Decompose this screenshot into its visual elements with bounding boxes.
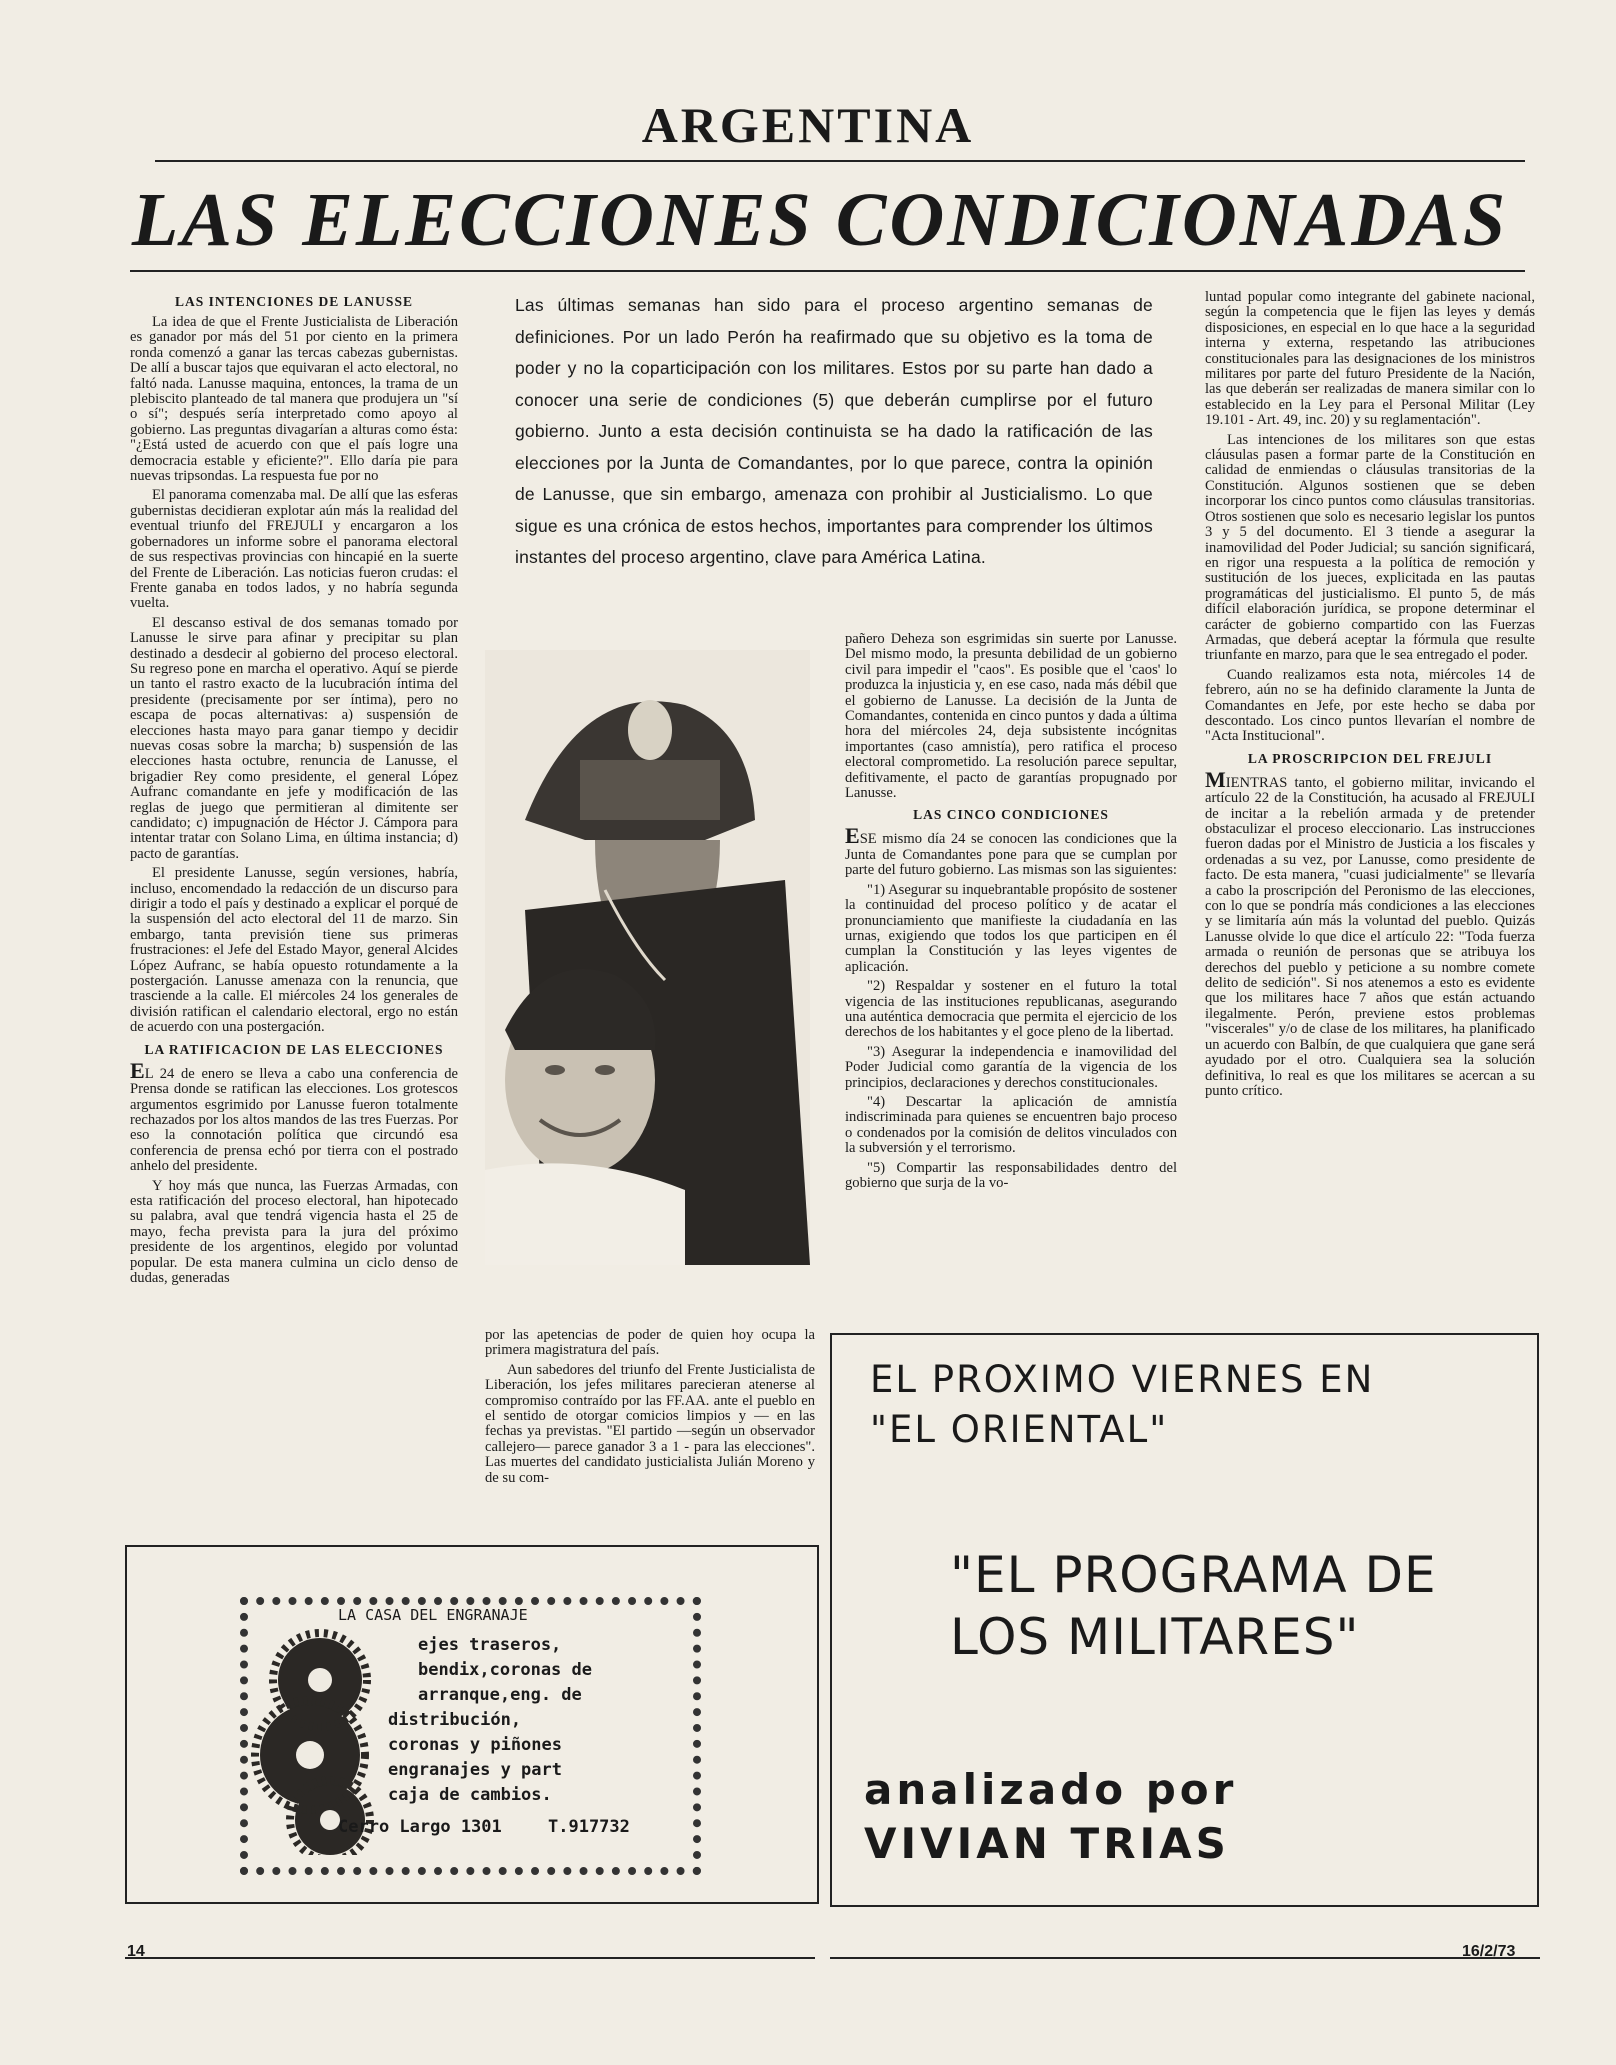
headline-rule — [130, 270, 1525, 272]
promo-line-3: "EL PROGRAMA DE — [950, 1546, 1437, 1604]
paragraph-text: L 24 de enero se lleva a cabo una conferencia de Prensa donde se ratifican las elecciones. Los grotescos argumentos esgrimido por Lanusse fueron totalmente rechazados por los altos mandos de las tres Fuerzas. Por eso la connotación política que circundó esa conferencia de prensa echó por tierra con el postrado anhelo del presidente. — [130, 1065, 458, 1175]
drop-cap: E — [845, 823, 860, 849]
promo-line-4: LOS MILITARES" — [950, 1608, 1360, 1666]
paragraph: Aun sabedores del triunfo del Frente Justicialista de Liberación, los jefes militares parecieran atenerse al compromiso contraído por las FF.AA. ante el pueblo en el sentido de otorgar comicios limpios y — en las fechas ya previstas. "El partido —según un observador callejero— parece ganador 3 a 1 - para las elecciones". Las muertes del candidato justicialista Julián Moreno y de su com- — [485, 1361, 815, 1486]
paragraph-text: IENTRAS tanto, el gobierno militar, invicando el artículo 22 de la Constitución, ha acusado al FREJULI de incitar a la rebelión armada y de pretender obstaculizar el proceso eleccionario. Las instrucciones fueron dadas por el Ministro de Justicia a los fiscales y ordenadas a su vez, por Lanusse, como presidente de facto. De esta manera, "cuasi judicialmente" se llevaría a cabo la proscripción del Peronismo de las elecciones, con lo que se pondría más condiciones a las elecciones y se limitaría aún más la voluntad del pueblo. Quizás Lanusse olvide lo que dice el artículo 22: "Toda fuerza armada o reunión de personas que se atribuya los derechos del pueblo y peticione a su nombre comete delito de sedición". Si nos atenemos a esto es evidente que los militares hace 7 años que están actuando ilegalmente. Perón, previene estos problemas "viscerales" y/o de clase de los militares, ha planificado un acuerdo con Balbín, de que cualquiera que gane será ayudado por el otro. Cualquiera sea la solución definitiva, lo real es que los militares se acercan a su punto crítico. — [1205, 774, 1535, 1099]
condition-item: "2) Respaldar y sostener en el futuro la total vigencia de las instituciones republicanas, asegurando una auténtica democracia que permita el ejercicio de los derechos de los habitantes y el goce pleno de la libertad. — [845, 978, 1177, 1041]
promo-author: VIVIAN TRIAS — [864, 1819, 1230, 1868]
paragraph: Y hoy más que nunca, las Fuerzas Armadas, con esta ratificación del proceso electoral, han hipotecado su palabra, aval que tendrá vigencia hasta el 25 de mayo, fecha prevista para la jura del próximo presidente de los argentinos, elegido por voluntad popular. De esta manera culmina un ciclo denso de dudas, generadas — [130, 1177, 458, 1286]
drop-cap: E — [130, 1057, 145, 1083]
condition-item: "3) Asegurar la independencia e inamovilidad del Poder Judicial como garantía de la vigencia de los principios, declaraciones y derechos constitucionales. — [845, 1043, 1177, 1091]
condition-item: "1) Asegurar su inquebrantable propósito de sostener la continuidad del proceso político y de acatar el pronunciamiento que manifieste la ciudadanía en las urnas, exigiendo que todos los que participen en él cumplan la Constitución y las leyes vigentes de aplicación. — [845, 881, 1177, 975]
paragraph-text: SE mismo día 24 se conocen las condiciones que la Junta de Comandantes pone para que se cumplan por parte del futuro gobierno. Las mismas son las siguientes: — [845, 831, 1177, 879]
ad-line: arranque,eng. de — [418, 1685, 582, 1705]
paragraph: El panorama comenzaba mal. De allí que las esferas gubernistas decidieran explotar aún más la realidad del eventual triunfo del FREJULI y encargaron a los gobernadores un informe sobre el panorama electoral de sus respectivas provincias con hincapié en la suerte del Frente de Liberación. Las noticias fueron crudas: el Frente ganaba en todos lados, y no habría segunda vuelta. — [130, 487, 458, 612]
photo-peron-lanusse — [485, 650, 810, 1265]
ad-inner-frame — [240, 1597, 701, 1875]
ad-phone: T.917732 — [548, 1817, 630, 1837]
ad-line: engranajes y part — [388, 1760, 562, 1780]
lead-paragraph: Las últimas semanas han sido para el proceso argentino semanas de definiciones. Por un lado Perón ha reafirmado que su objetivo es la toma de poder y no la coparticipación con los militares. Estos por su parte han dado a conocer una serie de condiciones (5) que deberán cumplirse por el futuro gobierno. Junto a esta decisión continuista se ha dado la ratificación de las elecciones por la Junta de Comandantes, por lo que parece, contra la opinión de Lanusse, que sin embargo, amenaza con prohibir al Justicialismo. Lo que sigue es una crónica de estos hechos, importantes para comprender los últimos instantes del proceso argentino, clave para América Latina. — [515, 295, 1153, 567]
ad-line: distribución, — [388, 1710, 522, 1730]
ad-line: caja de cambios. — [388, 1785, 552, 1805]
subhead-intenciones: LAS INTENCIONES DE LANUSSE — [175, 294, 413, 309]
paragraph: Cuando realizamos esta nota, miércoles 14 de febrero, aún no se ha definido claramente la Junta de Comandantes en Jefe, por este hecho se daba por descontado. Los cinco puntos llevarían el nombre de "Acta Institucional". — [1205, 666, 1535, 745]
ad-line: bendix,coronas de — [418, 1660, 592, 1680]
ad-title: LA CASA DEL ENGRANAJE — [338, 1606, 528, 1624]
page-number: 14 — [127, 1943, 145, 1960]
column-1 — [130, 288, 458, 1290]
column-3 — [845, 632, 1177, 1195]
subhead-ratificacion: LA RATIFICACION DE LAS ELECCIONES — [144, 1041, 444, 1057]
top-rule — [155, 160, 1525, 162]
promo-line-2: "EL ORIENTAL" — [870, 1408, 1169, 1451]
promo-box — [830, 1333, 1539, 1907]
issue-date: 16/2/73 — [1462, 1943, 1516, 1960]
promo-line-1: EL PROXIMO VIERNES EN — [870, 1358, 1375, 1401]
paragraph — [1205, 766, 1535, 1100]
paragraph: pañero Deheza son esgrimidas sin suerte por Lanusse. Del mismo modo, la presunta debilidad de un gobierno civil para impedir el "caos". Es posible que el 'caos' lo produzca la injusticia y, en ese caso, nada más débil que el gobierno de Lanusse. La decisión de la Junta de Comandantes, contenida en cinco puntos y dada a última hora del miércoles 24, deja subsistente incógnitas importantes (caso amnistía), pero ratifica el proceso electoral comprometido. La resolución parece sepultar, defitivamente, el pacto de garantías propugnado por Lanusse. — [845, 631, 1177, 802]
condition-item: "4) Descartar la aplicación de amnistía indiscriminada para quienes se encuentren bajo proceso o condenados por la comisión de delitos vinculados con la subversión y el terrorismo. — [845, 1093, 1177, 1157]
section-title: ARGENTINA — [641, 97, 975, 153]
promo-line-5: analizado por — [864, 1765, 1238, 1814]
subhead-proscripcion: LA PROSCRIPCION DEL FREJULI — [1247, 750, 1493, 766]
ad-box — [125, 1545, 819, 1904]
photo-image — [485, 650, 810, 1265]
footer-rule-right — [830, 1957, 1540, 1959]
column-2-continuation — [485, 1328, 815, 1490]
paragraph — [845, 823, 1177, 879]
subhead-cinco-condiciones: LAS CINCO CONDICIONES — [913, 807, 1109, 823]
paragraph: El descanso estival de dos semanas tomado por Lanusse le sirve para afinar y precipitar su plan destinado a desdecir al gobierno del proceso electoral. Su regreso pone en marcha el operativo. Aquí se pierde un tanto el rastro exacto de la lucubración íntima del presidente (precisamente por ser íntima), pero no escapa de pocas alternativas: a) suspensión de elecciones hasta mayo para ganar tiempo y decidir nuevas cosas sobre la marcha; b) suspensión de las elecciones hasta octubre, renuncia de Lanusse, el brigadier Rey como presidente, el general López Aufranc comandante en jefe y modificación de las reglas de juego que permitieran al dimitente ser candidato; c) impugnación de Héctor J. Cámpora para intentar tratar con Solano Lima, en última instancia; d) pacto de garantías. — [130, 614, 458, 862]
paragraph: Las intenciones de los militares son que estas cláusulas pasen a formar parte de la Constitución en calidad de enmiendas o cláusulas transitorias de la Constitución. Algunos sostienen que se deben incorporar los cinco puntos como cláusulas transitorias. Otros sostienen que solo es necesario legislar los puntos 3 y 5 del documento. El 3 tiende a asegurar la inamovilidad del Poder Judicial; su sanción significará, en rigor una respuesta a la política de remoción y sustitución de los jueces, explicitada en las pautas programáticas del justicialismo. El punto 5, de más difícil elaboración jurídica, se propone determinar el carácter de gobierno compartido con las Fuerzas Armadas, que deberá aceptar la fórmula que resulte triunfante en marzo, para que le sea entregado el poder. — [1205, 431, 1535, 664]
condition-item: "5) Compartir las responsabilidades dentro del gobierno que surja de la vo- — [845, 1159, 1177, 1191]
footer-rule-left — [125, 1957, 815, 1959]
column-4 — [1205, 290, 1535, 1103]
ad-line: coronas y piñones — [388, 1735, 562, 1755]
paragraph: La idea de que el Frente Justicialista de Liberación es ganador por más del 51 por ciento en la primera ronda comenzó a ganar las tercas cabezas gubernistas. De allí a buscar tajos que equivaran el acto electoral, no faltó nada. Lanusse maquina, entonces, la trama de un plebiscito planteado de tal manera que produjera un "sí o sí"; después sería interpretado como apoyo al gobierno. Las preguntas divagarían a alturas como ésta: "¿Está usted de acuerdo con que el país logre una democracia estable y eficiente?". Ello daría pie para nuevas tripsondas. La respuesta fue por no — [130, 314, 458, 485]
ad-address: Cerro Largo 1301 — [338, 1817, 502, 1837]
drop-cap: M — [1205, 766, 1226, 792]
paragraph: El presidente Lanusse, según versiones, habría, incluso, encomendado la redacción de un discurso para dirigir a todo el país y destinado a explicar el porqué de la suspensión del acto electoral del 11 de marzo. Sin embargo, tanta previsión tiene sus primeras frustraciones: el Jefe del Estado Mayor, general Alcides López Aufranc, se había opuesto rotundamente a la postergación. Lanusse amenaza con la renuncia, que trasciende a la calle. El miércoles 24 los generales de división ratifican el calendario electoral, ergo no están de acuerdo con una postergación. — [130, 865, 458, 1036]
paragraph: luntad popular como integrante del gabinete nacional, según la competencia que le fijen las leyes y demás disposiciones, en especial en lo que hace a la seguridad interna y externa, respetando las atribuciones constitucionales para las designaciones de los ministros militares por parte del futuro Presidente de la Nación, las que deberán ser realizadas de manera similar con lo establecido en la Ley para el Personal Militar (Ley 19.101 - Art. 49, inc. 20) y su reglamentación". — [1205, 289, 1535, 429]
paragraph: por las apetencias de poder de quien hoy ocupa la primera magistratura del país. — [485, 1327, 815, 1359]
paragraph — [130, 1057, 458, 1175]
ad-line: ejes traseros, — [418, 1635, 562, 1655]
headline: LAS ELECCIONES CONDICIONADAS — [131, 178, 1509, 262]
